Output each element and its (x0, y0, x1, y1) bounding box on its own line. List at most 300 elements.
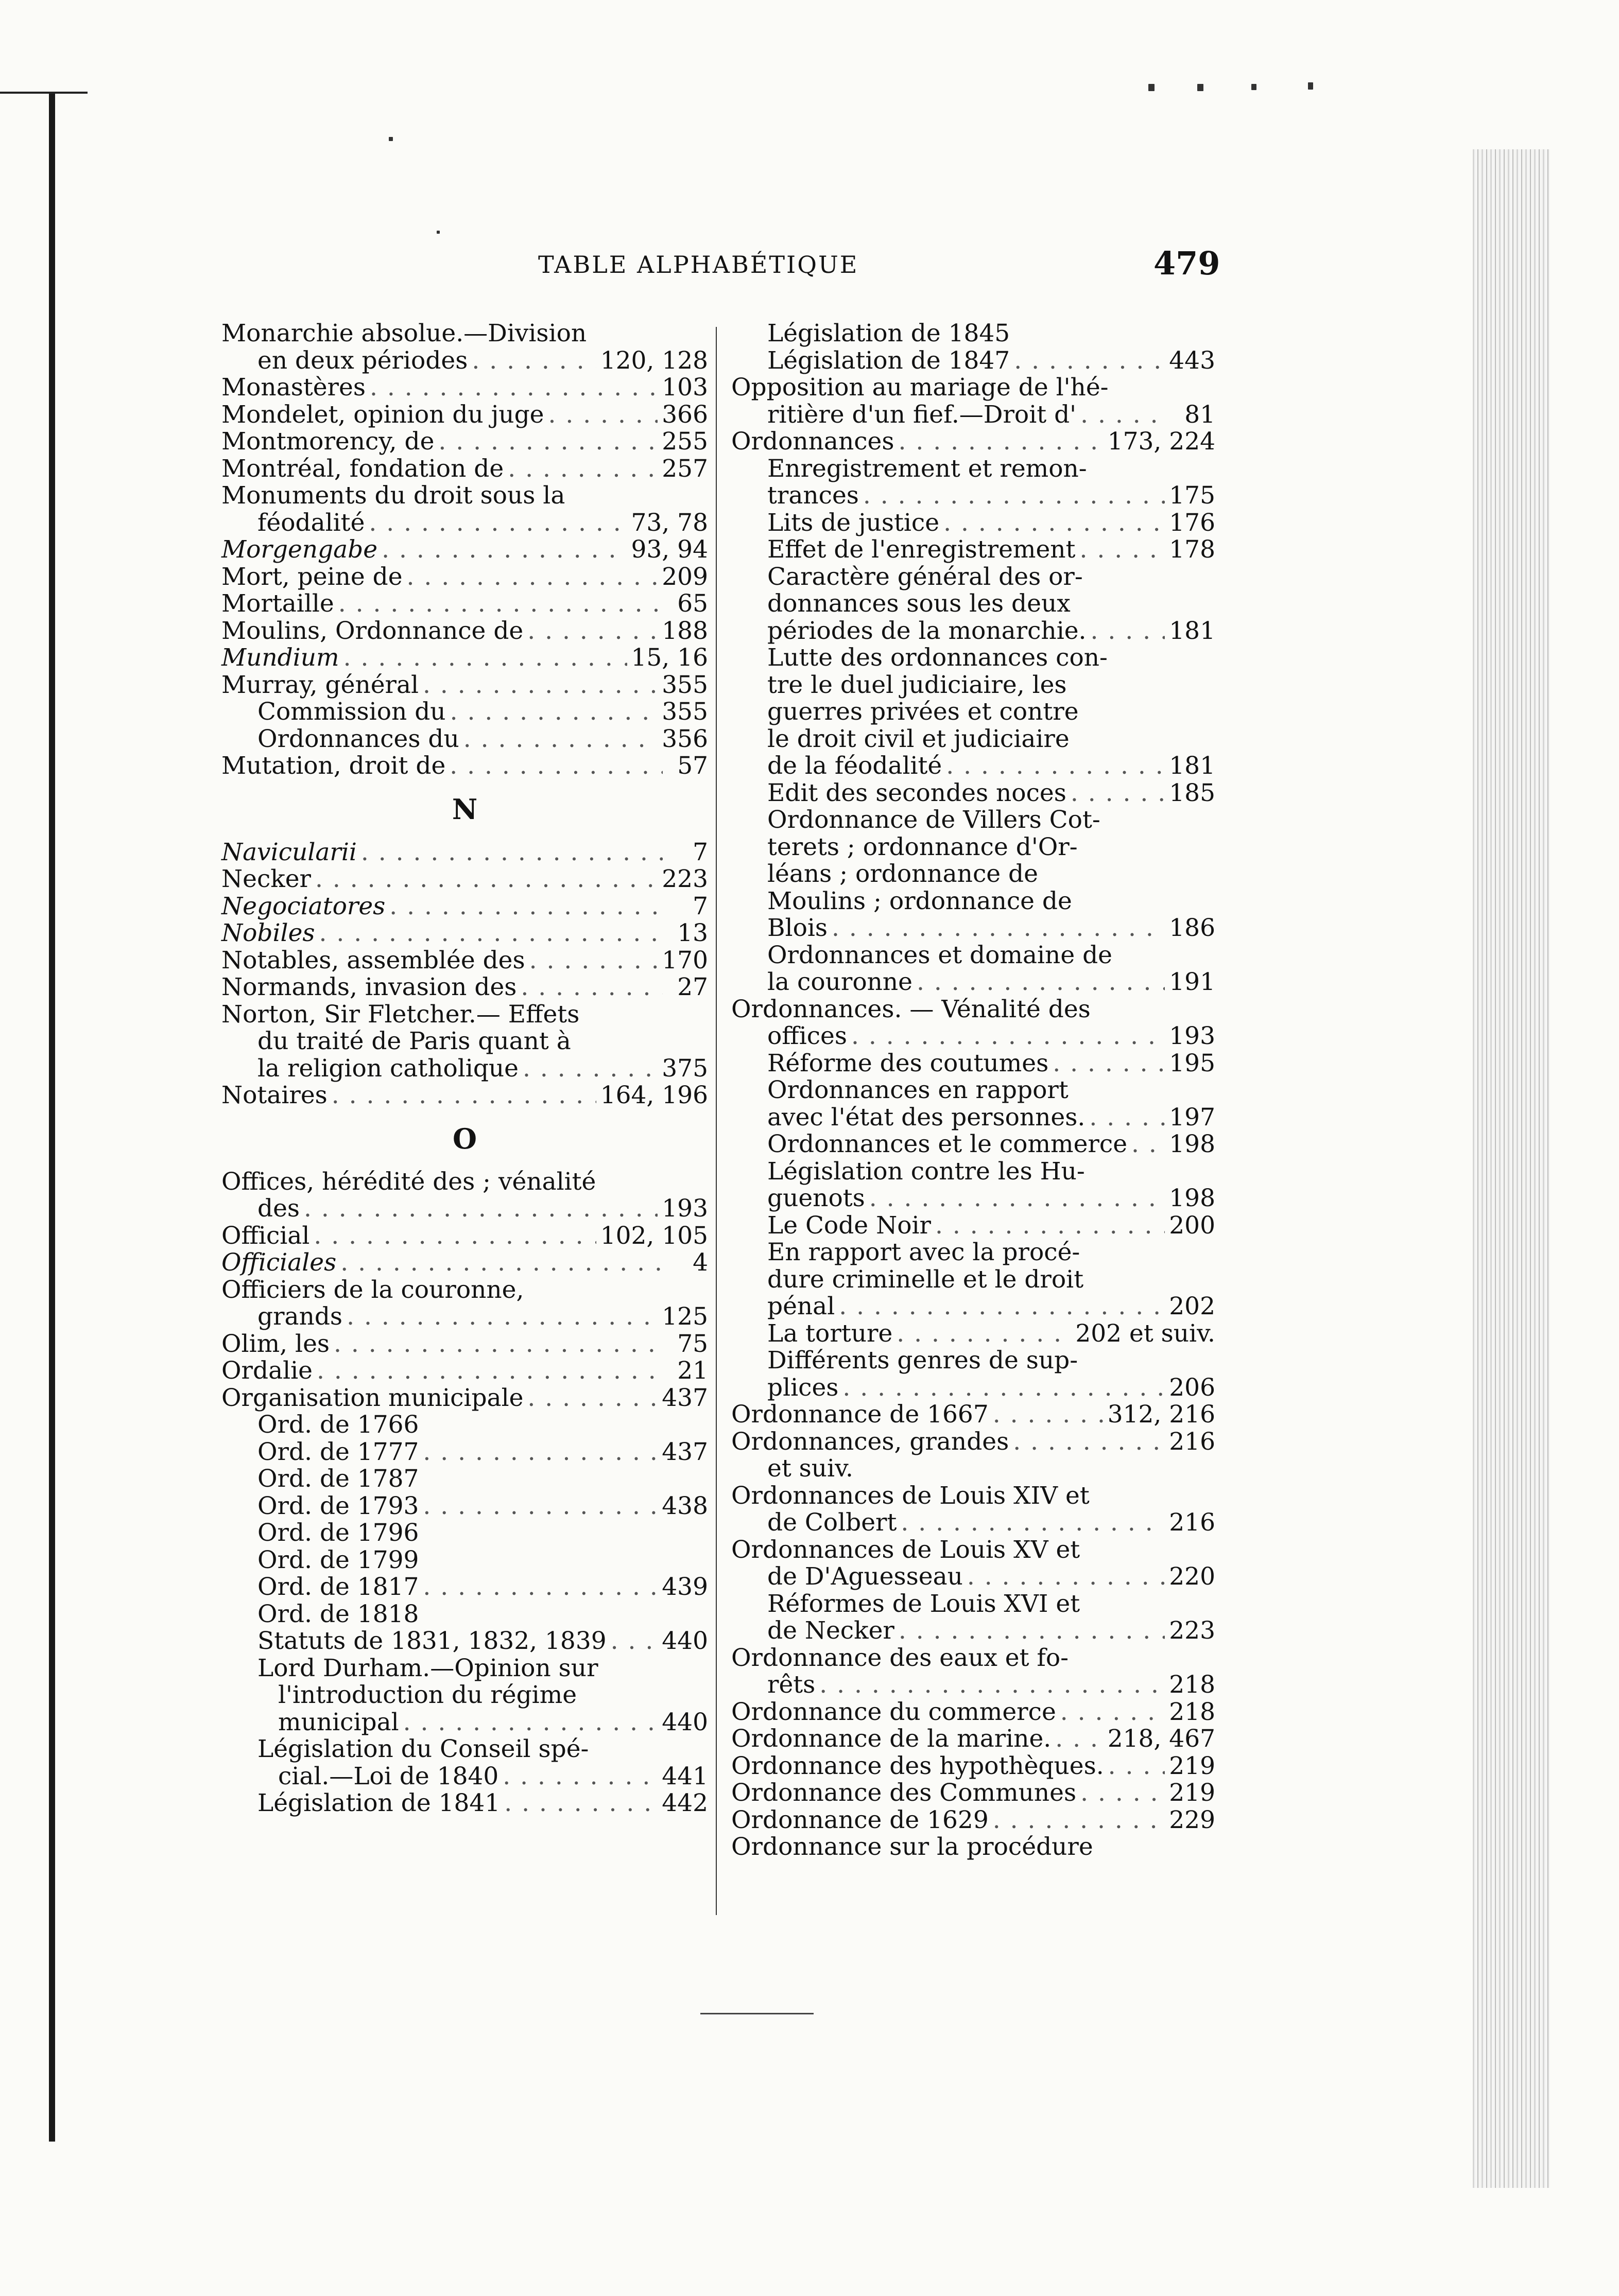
entry-page-ref: 120, 128 (600, 346, 708, 375)
entry-term: grands (257, 1302, 343, 1331)
index-entry (221, 1195, 708, 1223)
dot-leader (319, 920, 663, 947)
index-entry (731, 780, 1215, 807)
entry-term: Ord. de 1799 (257, 1545, 419, 1574)
index-entry (731, 1185, 1215, 1212)
dot-leader (438, 428, 658, 456)
entry-term: Mondelet, opinion du juge (221, 400, 544, 429)
entry-term: léans ; ordonnance de (767, 860, 1038, 888)
index-entry (731, 861, 1215, 888)
entry-page-ref: 73, 78 (631, 508, 708, 537)
dot-leader (935, 1212, 1165, 1240)
entry-term: La torture (767, 1319, 893, 1348)
entry-term: Montréal, fondation de (221, 454, 504, 483)
entry-page-ref: 198 (1169, 1130, 1215, 1158)
entry-page-ref: 218 (1169, 1697, 1215, 1726)
index-entry (731, 969, 1215, 996)
index-entry (221, 320, 708, 347)
dot-leader (819, 1672, 1165, 1699)
entry-term: Officiales (221, 1248, 337, 1277)
index-entry (221, 347, 708, 375)
entry-page-ref: 216 (1169, 1508, 1215, 1537)
dot-leader (993, 1401, 1104, 1429)
index-entry (221, 1303, 708, 1331)
index-column-right (731, 320, 1215, 1861)
entry-term: Ord. de 1796 (257, 1519, 419, 1547)
index-entry (221, 1547, 708, 1574)
index-entry (221, 974, 708, 1001)
entry-page-ref: 103 (662, 373, 708, 402)
entry-term: municipal (278, 1708, 399, 1736)
entry-page-ref: 65 (677, 589, 708, 618)
entry-term: féodalité (257, 508, 365, 537)
dot-leader (993, 1807, 1165, 1834)
entry-term: en deux périodes (257, 346, 468, 375)
entry-page-ref: 255 (662, 427, 708, 456)
entry-page-ref: 209 (662, 562, 708, 591)
dot-leader (1091, 618, 1165, 645)
dot-leader (1053, 1050, 1165, 1077)
index-entry (221, 1736, 708, 1763)
entry-term: Enregistrement et remon- (767, 454, 1087, 483)
entry-term: Nobiles (221, 919, 315, 947)
entry-term: Normands, invasion des (221, 973, 517, 1001)
entry-term: Offices, hérédité des ; vénalité (221, 1167, 596, 1196)
column-divider (716, 327, 717, 1915)
index-entry (731, 564, 1215, 591)
entry-page-ref: 257 (662, 454, 708, 483)
entry-term: Navicularii (221, 838, 357, 866)
index-entry (731, 726, 1215, 753)
index-entry (731, 1645, 1215, 1672)
entry-term: Murray, général (221, 670, 419, 699)
dot-leader (503, 1763, 658, 1790)
entry-term: Différents genres de sup- (767, 1346, 1078, 1375)
index-entry (731, 834, 1215, 861)
entry-page-ref: 7 (693, 892, 708, 920)
entry-term: avec l'état des personnes. (767, 1103, 1086, 1132)
entry-page-ref: 375 (662, 1054, 708, 1083)
entry-page-ref: 198 (1169, 1184, 1215, 1212)
entry-term: Ordonnance de Villers Cot- (767, 806, 1100, 834)
index-entry (731, 1483, 1215, 1510)
entry-term: pénal (767, 1292, 835, 1320)
entry-page-ref: 93, 94 (631, 535, 708, 564)
entry-term: Monastères (221, 373, 366, 402)
index-entry (731, 1212, 1215, 1240)
dot-leader (389, 893, 663, 920)
entry-term: Ord. de 1766 (257, 1411, 419, 1439)
entry-term: rêts (767, 1671, 816, 1699)
index-entry (731, 1023, 1215, 1050)
index-entry (221, 1574, 708, 1601)
entry-page-ref: 355 (662, 698, 708, 726)
entry-page-ref: 438 (662, 1491, 708, 1520)
entry-term: Mundium (221, 643, 339, 672)
index-entry (221, 866, 708, 893)
entry-term: Ordonnances, grandes (731, 1427, 1009, 1456)
index-entry (731, 1050, 1215, 1077)
entry-page-ref: 219 (1169, 1779, 1215, 1807)
entry-page-ref: 188 (662, 616, 708, 645)
index-entry (221, 1223, 708, 1250)
dot-leader (611, 1628, 658, 1655)
dot-leader (842, 1375, 1165, 1402)
entry-term: Réformes de Louis XVI et (767, 1589, 1080, 1618)
entry-term: du traité de Paris quant à (257, 1027, 571, 1055)
entry-term: de la féodalité (767, 752, 942, 780)
index-entry (731, 1429, 1215, 1456)
entry-page-ref: 170 (662, 946, 708, 975)
index-entry (731, 347, 1215, 375)
entry-page-ref: 75 (677, 1329, 708, 1358)
entry-term: Ord. de 1818 (257, 1599, 419, 1628)
index-entry (221, 1412, 708, 1439)
entry-page-ref: 102, 105 (600, 1221, 708, 1250)
dot-leader (315, 866, 658, 893)
dot-leader (340, 1249, 663, 1277)
index-entry (731, 1401, 1215, 1429)
entry-term: Notables, assemblée des (221, 946, 525, 975)
index-entry (731, 1563, 1215, 1591)
index-entry (731, 1104, 1215, 1132)
dot-leader (839, 1293, 1165, 1320)
index-entry (731, 1455, 1215, 1483)
dot-leader (472, 347, 596, 375)
dot-leader (851, 1023, 1165, 1050)
entry-term: Ordonnances de Louis XIV et (731, 1481, 1090, 1510)
entry-page-ref: 57 (677, 752, 708, 780)
entry-term: Ordonnances en rapport (767, 1076, 1069, 1104)
entry-page-ref: 356 (662, 724, 708, 753)
dot-leader (423, 672, 658, 699)
entry-page-ref: 200 (1169, 1211, 1215, 1240)
entry-term: donnances sous les deux (767, 589, 1071, 618)
entry-page-ref: 185 (1169, 778, 1215, 807)
dot-leader (450, 699, 658, 726)
index-entry (221, 1028, 708, 1055)
speck (1308, 82, 1313, 90)
entry-term: Olim, les (221, 1329, 330, 1358)
index-entry (731, 1807, 1215, 1834)
section-letter: O (452, 1122, 477, 1155)
entry-term: Ordonnances de Louis XV et (731, 1535, 1080, 1564)
dot-leader (423, 1574, 658, 1601)
entry-page-ref: 193 (1169, 1022, 1215, 1050)
entry-page-ref: 218, 467 (1107, 1725, 1215, 1753)
index-entry (731, 996, 1215, 1023)
index-entry (731, 807, 1215, 834)
entry-term: guenots (767, 1184, 865, 1212)
page-number: 479 (1153, 245, 1220, 282)
index-entry (221, 1655, 708, 1682)
dot-leader (343, 645, 627, 672)
entry-page-ref: 440 (662, 1708, 708, 1736)
index-entry (221, 726, 708, 753)
entry-term: de D'Aguesseau (767, 1562, 963, 1591)
index-entry (731, 888, 1215, 915)
dot-leader (463, 726, 658, 753)
entry-page-ref: 220 (1169, 1562, 1215, 1591)
entry-term: Ord. de 1817 (257, 1573, 419, 1601)
dot-leader (527, 1385, 658, 1412)
entry-term: Edit des secondes noces (767, 778, 1066, 807)
index-entry (221, 374, 708, 402)
dot-leader (527, 618, 658, 645)
dot-leader (317, 1358, 663, 1385)
entry-term: Ordonnances du (257, 724, 459, 753)
entry-term: En rapport avec la procé- (767, 1238, 1080, 1266)
index-entry (731, 1320, 1215, 1348)
index-entry (731, 1077, 1215, 1104)
entry-term: Monuments du droit sous la (221, 481, 565, 510)
dot-leader (504, 1790, 658, 1817)
index-entry (731, 402, 1215, 429)
entry-term: Ordonnances et le commerce (767, 1130, 1128, 1158)
entry-term: Mortaille (221, 589, 334, 618)
index-entry (221, 1277, 708, 1304)
entry-term: Commission du (257, 698, 446, 726)
dot-leader (897, 1320, 1071, 1348)
entry-page-ref: 197 (1169, 1103, 1215, 1132)
entry-term: Norton, Sir Fletcher.— Effets (221, 1000, 580, 1029)
entry-term: Lits de justice (767, 508, 940, 537)
index-entry (221, 947, 708, 975)
index-entry (731, 753, 1215, 780)
entry-page-ref: 195 (1169, 1049, 1215, 1077)
entry-term: Mutation, droit de (221, 752, 446, 780)
entry-term: Lord Durham.—Opinion sur (257, 1654, 598, 1682)
dot-leader (314, 1223, 596, 1250)
entry-term: Ordonnances (731, 427, 894, 456)
speck (437, 231, 440, 234)
entry-page-ref: 125 (662, 1302, 708, 1331)
dot-leader (1131, 1131, 1165, 1158)
entry-term: guerres privées et contre (767, 698, 1079, 726)
entry-page-ref: 312, 216 (1107, 1400, 1215, 1429)
index-entry (731, 428, 1215, 456)
index-entry (221, 1790, 708, 1817)
index-entry (731, 1509, 1215, 1537)
entry-page-ref: 173, 224 (1107, 427, 1215, 456)
entry-term: Blois (767, 914, 828, 942)
entry-page-ref: 219 (1169, 1751, 1215, 1780)
speck (1251, 84, 1256, 90)
index-entry (731, 1726, 1215, 1753)
index-entry (221, 920, 708, 947)
entry-page-ref: 164, 196 (600, 1081, 708, 1109)
entry-term: plices (767, 1373, 839, 1402)
index-entry (731, 456, 1215, 483)
index-entry (731, 1617, 1215, 1645)
entry-term: offices (767, 1022, 847, 1050)
entry-page-ref: 186 (1169, 914, 1215, 942)
index-entry (221, 1082, 708, 1109)
dot-leader (369, 510, 627, 537)
entry-term: terets ; ordonnance d'Or- (767, 832, 1078, 861)
index-entry (731, 590, 1215, 618)
entry-term: Caractère général des or- (767, 562, 1083, 591)
dot-leader (943, 510, 1165, 537)
index-entry (731, 942, 1215, 969)
footer-rule (700, 2013, 814, 2014)
dot-leader (1055, 1726, 1103, 1753)
entry-term: Ordonnance du commerce (731, 1697, 1056, 1726)
dot-leader (423, 1493, 658, 1520)
dot-leader (1071, 780, 1165, 807)
index-entry (731, 1591, 1215, 1618)
entry-page-ref: 176 (1169, 508, 1215, 537)
index-entry (731, 1780, 1215, 1807)
entry-page-ref: 181 (1169, 752, 1215, 780)
entry-term: Montmorency, de (221, 427, 435, 456)
dot-leader (1014, 347, 1165, 375)
dot-leader (967, 1563, 1165, 1591)
index-entry (221, 1709, 708, 1736)
dot-leader (1060, 1699, 1165, 1726)
index-entry (221, 1358, 708, 1385)
entry-term: Ordonnance de 1629 (731, 1805, 989, 1834)
running-header (0, 245, 1619, 287)
entry-term: et suiv. (767, 1454, 853, 1483)
entry-term: de Colbert (767, 1508, 897, 1537)
entry-page-ref: 443 (1169, 346, 1215, 375)
index-entry (221, 1601, 708, 1628)
entry-term: Législation de 1845 (767, 319, 1010, 347)
entry-term: Moulins, Ordonnance de (221, 616, 524, 645)
index-entry (221, 536, 708, 564)
entry-term: Opposition au mariage de l'hé- (731, 373, 1109, 402)
dot-leader (917, 969, 1165, 996)
index-entry (731, 1699, 1215, 1726)
binding-rule (0, 92, 88, 94)
dot-leader (1089, 1104, 1165, 1132)
speck (1197, 84, 1203, 91)
entry-page-ref: 355 (662, 670, 708, 699)
entry-term: Notaires (221, 1081, 328, 1109)
entry-page-ref: 216 (1169, 1427, 1215, 1456)
entry-page-ref: 7 (693, 838, 708, 866)
dot-leader (901, 1509, 1165, 1537)
entry-page-ref: 441 (662, 1762, 708, 1790)
index-entry (221, 699, 708, 726)
index-entry (221, 564, 708, 591)
dot-leader (332, 1082, 596, 1109)
index-entry (731, 699, 1215, 726)
dot-leader (521, 974, 663, 1001)
dot-leader (548, 402, 658, 429)
index-entry (731, 915, 1215, 942)
entry-term: trances (767, 481, 859, 510)
index-entry (731, 1834, 1215, 1861)
entry-page-ref: 13 (677, 919, 708, 947)
index-entry (221, 1001, 708, 1029)
dot-leader (1079, 536, 1165, 564)
speck (1148, 84, 1155, 91)
entry-page-ref: 81 (1184, 400, 1215, 429)
entry-term: la religion catholique (257, 1054, 519, 1083)
index-entry (221, 1628, 708, 1655)
index-entry (221, 893, 708, 920)
entry-page-ref: 439 (662, 1573, 708, 1601)
index-entry (221, 1055, 708, 1083)
index-entry (731, 374, 1215, 402)
index-entry (731, 510, 1215, 537)
section-letter: N (452, 792, 478, 826)
index-entry (221, 1682, 708, 1709)
index-entry (731, 1266, 1215, 1294)
entry-term: de Necker (767, 1616, 894, 1645)
entry-term: Negociatores (221, 892, 386, 920)
entry-term: dure criminelle et le droit (767, 1265, 1084, 1294)
entry-term: Morgengabe (221, 535, 378, 564)
speck (389, 137, 393, 141)
entry-page-ref: 202 et suiv. (1075, 1319, 1215, 1348)
index-entry (731, 1293, 1215, 1320)
index-entry (731, 1753, 1215, 1780)
entry-term: ritière d'un fief.—Droit d' (767, 400, 1077, 429)
entry-page-ref: 27 (677, 973, 708, 1001)
entry-term: Législation de 1841 (257, 1789, 501, 1817)
entry-term: périodes de la monarchie. (767, 616, 1087, 645)
entry-page-ref: 202 (1169, 1292, 1215, 1320)
entry-term: Ordonnance des Communes (731, 1779, 1077, 1807)
entry-term: Ordonnances. — Vénalité des (731, 995, 1091, 1023)
dot-leader (334, 1331, 663, 1358)
entry-page-ref: 4 (693, 1248, 708, 1277)
index-entry (221, 482, 708, 510)
index-entry (731, 645, 1215, 672)
entry-term: Official (221, 1221, 310, 1250)
entry-term: Moulins ; ordonnance de (767, 886, 1072, 915)
dot-leader (1013, 1429, 1165, 1456)
index-entry (221, 618, 708, 645)
index-entry (221, 1331, 708, 1358)
index-entry (731, 1347, 1215, 1375)
entry-page-ref: 218 (1169, 1671, 1215, 1699)
entry-term: Officiers de la couronne, (221, 1275, 524, 1304)
entry-page-ref: 15, 16 (631, 643, 708, 672)
dot-leader (423, 1439, 658, 1466)
entry-term: Le Code Noir (767, 1211, 931, 1240)
dot-leader (1080, 402, 1170, 429)
index-entry (731, 1375, 1215, 1402)
entry-term: Necker (221, 865, 312, 893)
entry-term: Lutte des ordonnances con- (767, 643, 1108, 672)
entry-term: Mort, peine de (221, 562, 403, 591)
index-entry (731, 1131, 1215, 1158)
index-entry (731, 482, 1215, 510)
dot-leader (508, 456, 658, 483)
dot-leader (382, 536, 627, 564)
entry-page-ref: 178 (1169, 535, 1215, 564)
index-entry (731, 1239, 1215, 1266)
index-entry (221, 1466, 708, 1493)
entry-term: Ord. de 1787 (257, 1465, 419, 1493)
dot-leader (899, 1617, 1165, 1645)
index-entry (221, 510, 708, 537)
index-entry (221, 1249, 708, 1277)
dot-leader (523, 1055, 658, 1083)
index-entry (221, 1169, 708, 1196)
entry-term: Ord. de 1793 (257, 1491, 419, 1520)
entry-term: cial.—Loi de 1840 (278, 1762, 499, 1790)
entry-term: Ordonnance des hypothèques. (731, 1751, 1104, 1780)
entry-term: Organisation municipale (221, 1383, 524, 1412)
entry-term: la couronne (767, 968, 912, 996)
dot-leader (898, 428, 1103, 456)
entry-term: Statuts de 1831, 1832, 1839 (257, 1627, 607, 1655)
